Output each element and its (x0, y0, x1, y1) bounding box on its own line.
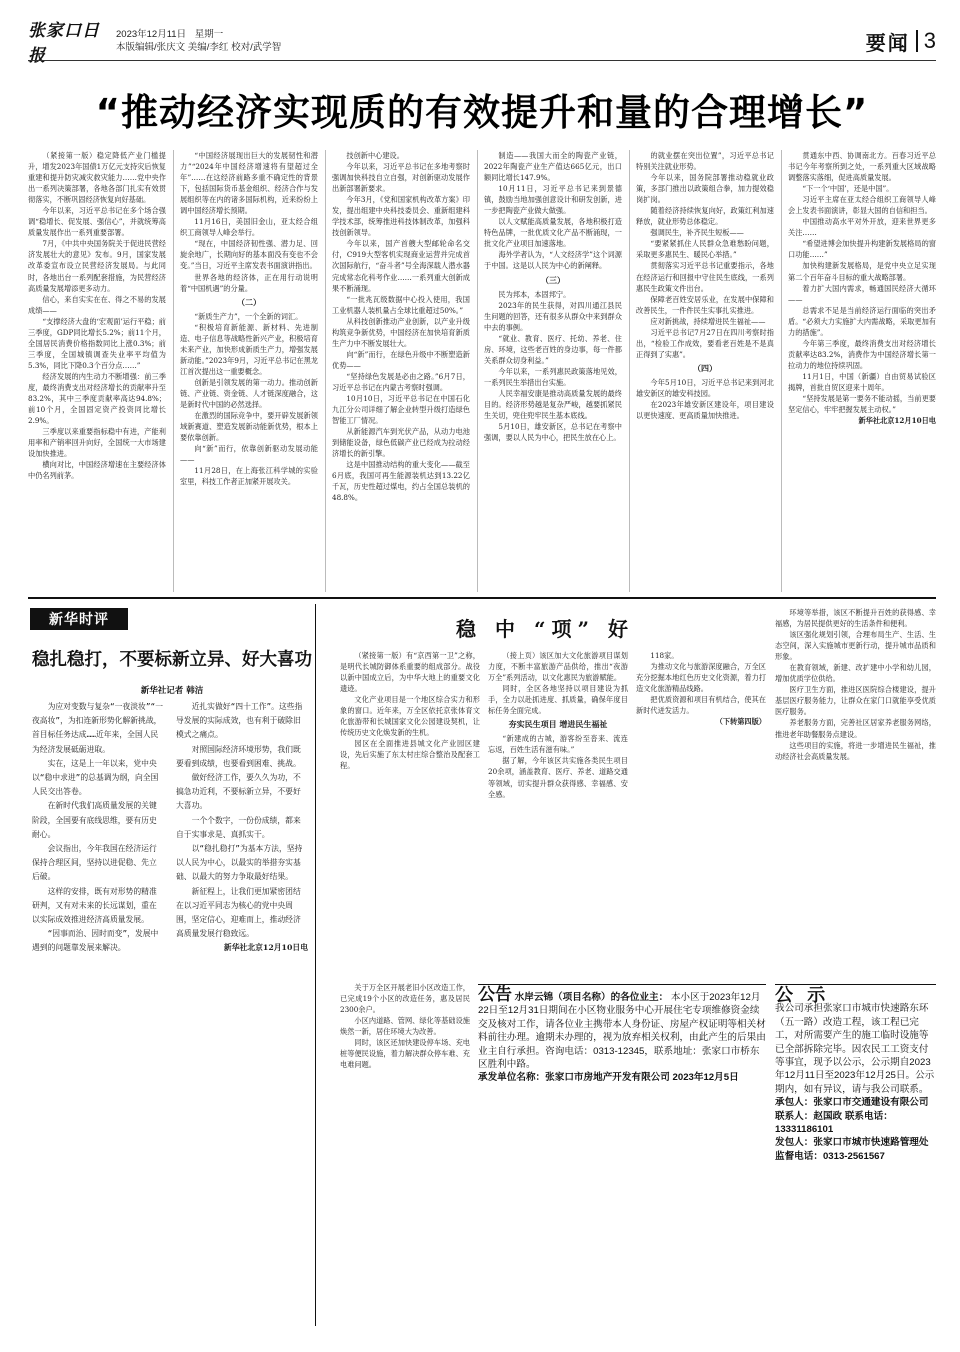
column-divider (781, 150, 782, 592)
newspaper-logo: 张家口日报 (28, 21, 100, 66)
paragraph: 做好经济工作，要久久为功，不搞急功近利，不要标新立异，不要好大喜功。 (176, 773, 301, 811)
paragraph: （接上页）该区加大文化旅游项目谋划力度，不断丰富旅游产品供给，推出“夜游万全”系列活动，以文化惠民为旅游赋能。 (488, 651, 628, 683)
section-rule (28, 597, 936, 599)
paragraph: 11月1日，中国（新疆）自由贸易试验区揭牌，首批自贸区迎来十周年。 (788, 371, 936, 392)
paragraph: 医疗卫生方面，推进区医院综合楼建设，提升基层医疗服务能力，让群众在家门口就能享受优质医疗服务。 (775, 685, 936, 717)
paragraph: 海外学者认为，“人文经济学”这个词源于中国。这是以人民为中心的新阐释。 (484, 250, 622, 271)
paragraph: 实在，这是上一年以来，党中央以“稳中求进”的总基调为纲，向全国人民交出答卷。 (32, 758, 159, 797)
issue-date: 2023年12月11日 (116, 29, 187, 40)
column-divider (325, 150, 326, 592)
article-column-2 (180, 150, 318, 592)
paragraph: 这样的安排，既有对形势的精准研判，又有对未来的长远谋划，重在以实际成效推进经济高质量发展。 (32, 886, 157, 925)
paragraph: 信心，来自实实在在、得之不易的发展成绩—— (28, 294, 166, 315)
paragraph: 同时，该区还加快建设停车场、充电桩等便民设施，着力解决群众停车难、充电难问题。 (340, 1038, 470, 1070)
subhead: （二） (237, 296, 261, 307)
dateline: 新华社北京12月10日电 (858, 416, 936, 426)
main-article (28, 150, 936, 592)
paragraph: 近扎实做好“四十工作”。这些指导发展的实际成效，也有利于破除旧模式之痛点。 (176, 702, 303, 740)
lower-left-column (340, 982, 470, 1322)
page-number: 3 (923, 28, 936, 53)
paragraph: 这是中国推动结构的重大变化——截至6月底，我国可再生能源装机达到13.22亿千瓦，历史性超过煤电，约占全国总装机的48.8%。 (332, 460, 470, 503)
paragraph: “新建成的古城，游客纷至沓来、流连忘返，百姓生活有滋有味。” (488, 734, 628, 755)
paragraph: 今年第三季度，最终消费支出对经济增长贡献率达83.2%，消费作为中国经济增长第一拉动力的地位持续巩固。 (788, 338, 936, 370)
paragraph: 据了解，今年该区共实施各类民生项目20余项，涵盖教育、医疗、养老、道路交通等领域，切实提升群众获得感、幸福感、安全感。 (488, 756, 628, 799)
paragraph: 11月16日，美国旧金山，亚太经合组织工商领导人峰会举行。 (180, 217, 318, 238)
paragraph: 从科技创新推动产业创新，以产业升级构筑竞争新优势，中国经济在加快培育新质生产力中不断发展壮大。 (332, 316, 470, 348)
publicity-body: 我公司承担张家口市城市快速路东环（五一路）改造工程，该工程已完工，对所需要产生的施工临时设施等已全部拆除完毕。因农民工工资支付等事宜，现予以公示，公示期自2023年12月11日至2023年12月25日。公示期内，如有异议，请与我公司联系。 (775, 1003, 935, 1095)
paragraph: 园区在全面推进县城文化产业园区建设，先后实施了东太村庄综合整治及配套工程。 (340, 739, 480, 771)
paragraph: 今年以来，一系列惠民政策落地见效，一系列民生举措出台实施。 (484, 366, 622, 387)
paragraph: 文化产业项目是一个地区综合实力和形象的窗口。近年来，万全区依托京张体育文化旅游带和长城国家文化公园建设契机，让传统历史文化焕发新的生机。 (340, 695, 480, 738)
paragraph: 为推动文化与旅游深度融合，万全区充分挖掘本地红色历史文化资源，着力打造文化旅游精品线路。 (636, 662, 766, 694)
paragraph: 在激烈的国际竞争中，要开辟发展新领域新赛道、塑造发展新动能新优势，根本上要依靠创新。 (180, 411, 318, 443)
commentary-author: 新华社记者 韩洁 (140, 686, 204, 696)
paragraph: 贯通东中西、协调南北方。百春习近平总书记今年考察所到之处，一系列重大区域战略调整落实落细，促进高质量发展。 (788, 151, 936, 183)
feature-column-2 (488, 650, 628, 980)
section-divider (916, 30, 918, 52)
paragraph: 人民幸福安康是推动高质量发展的最终目的。经济形势越是复杂严峻，越要抓紧民生关切，兜住兜牢民生基本底线。 (484, 388, 622, 421)
paragraph: 这些项目的实施，将进一步增进民生福祉，推动经济社会高质量发展。 (775, 740, 936, 761)
issue-meta (116, 28, 376, 54)
paragraph: 今年以来，习近平总书记在多个场合强调“稳增长、促发展、强信心”，并就统筹高质量发展作出一系列重要部署。 (28, 206, 166, 238)
paragraph: 中国推动高水平对外开放，迎来世界更多关注…… (788, 217, 936, 238)
paragraph: 一个个数字，一份份成绩，都来自于实事求是、真抓实干。 (176, 815, 301, 839)
publicity-unit: 承包人：张家口市交通建设有限公司 (775, 1097, 929, 1109)
paragraph: “坚持绿色发展是必由之路。”6月7日，习近平总书记在内蒙古考察时强调。 (332, 371, 470, 392)
commentary-tag: 新华时评 (30, 608, 128, 630)
paragraph: 保障老百姓安居乐业，在发展中保障和改善民生，一件件民生实事扎实推进。 (636, 294, 774, 315)
paragraph: 总需求不足是当前经济运行面临的突出矛盾。“必须大力实施扩大内需战略，采取更加有力的措施”。 (788, 305, 936, 337)
notice-addressee: 水岸云锦（项目名称）的各位业主： (514, 992, 669, 1003)
dateline: 新华社北京12月10日电 (223, 943, 308, 953)
paragraph: （紧接第一版）有“京西第一卫”之称，是明代长城防御体系重要的组成部分。战役以新中国成立后，为中华大地上的重要文化遗迹。 (340, 651, 480, 694)
paragraph: 技创新中心建设。 (346, 151, 404, 160)
issue-weekday: 星期一 (194, 29, 224, 40)
feature-title: 稳 中 “项” 好 (456, 617, 634, 641)
publicity-contact: 联系人：赵国政 联系电话：13331186101 (775, 1110, 893, 1136)
paragraph: 习近平主席在亚太经合组织工商领导人峰会上发表书面演讲，彰显大国的自信和担当。 (788, 195, 936, 216)
paragraph: 三季度以来重要指标稳中有进，产能利用率和产销率回升向好，全国统一大市场建设加快推进。 (28, 427, 166, 459)
paragraph: 2023年的民生获得，对四川通江县民生问题的回答，还有很多从群众中来到群众中去的事例。 (484, 300, 622, 332)
dateline: （下转第四版） (715, 717, 766, 727)
paragraph: “新质生产力”，一个全新的词汇。 (194, 311, 303, 321)
commentary-body (32, 700, 312, 1318)
commentary-box (28, 604, 316, 1326)
paragraph: 10月11日，习近平总书记来到景德镇，鼓励当地加强创意设计和研发创新，进一步把陶瓷产业做大做强。 (484, 184, 622, 216)
paragraph: 向“新”而行，依靠创新驱动发展动能—— (180, 444, 318, 465)
paragraph: 同时，全区各地坚持以项目建设为抓手，全力以赴抓进度、抓质量，确保年度目标任务全面完成。 (488, 684, 628, 716)
paragraph: 横向对比，中国经济增速在主要经济体中仍名列前茅。 (28, 460, 166, 481)
paragraph: 习近平总书记7月27日在四川考察时指出，“检验工作成效，要看老百姓是不是真正得到了实惠”。 (636, 327, 774, 359)
paragraph: 向“新”而行，在绿色升级中不断塑造新优势—— (332, 349, 470, 370)
article-column-1 (28, 150, 166, 592)
paragraph: 118家。 (650, 651, 679, 660)
article-column-3 (332, 150, 470, 592)
paragraph: “坚持发展是第一要务不能动摇，当前更要坚定信心，牢牢把握发展主动权。” (788, 394, 936, 415)
top-rule (28, 60, 936, 61)
paragraph: “要紧紧抓住人民群众急难愁盼问题，采取更多惠民生、暖民心举措。” (636, 239, 774, 260)
publicity-supervisor: 发包人：张家口市城市快速路管理处 监督电话：0313-2561567 (775, 1137, 929, 1162)
subhead: （三） (541, 274, 565, 285)
subhead: （四） (693, 362, 717, 373)
paragraph: 以人文赋能高质量发展，各地积极打造特色品牌，一批优质文化产品不断涌现，一批文化产业项目加速落地。 (484, 217, 622, 249)
paragraph: 强调民生，补齐民生短板—— (650, 228, 744, 238)
paragraph: 环境等举措，该区不断提升百姓的获得感、幸福感，为居民提供更好的生活条件和便利。 (775, 608, 936, 629)
paragraph: 今年5月10日，习近平总书记来到河北雄安新区的雄安科技园。 (636, 377, 774, 398)
feature-column-4 (775, 607, 936, 980)
paragraph: 加快构建新发展格局，是党中央立足实现第二个百年奋斗目标的重大战略部署。 (788, 261, 936, 282)
editor-credit: 本版编辑/张庆文 (116, 42, 186, 53)
paragraph: 以“稳扎稳打”为基本方法，坚持以人民为中心，以最实的举措夯实基础、以最大的努力争取最好结果。 (176, 844, 303, 882)
main-headline: “推动经济实现质的有效提升和量的合理增长” (95, 91, 869, 134)
notice-signer: 承发单位名称：张家口市房地产开发有限公司 2023年12月5日 (478, 1072, 739, 1084)
designer-credit: 美编/李红 (187, 42, 229, 53)
paragraph: 的就业摆在突出位置”，习近平总书记特别关注就业形势。 (636, 151, 774, 172)
paragraph: 在新时代我们高质量发展的关键阶段，全国要有底线思维，要有历史耐心。 (32, 801, 157, 839)
column-divider (477, 150, 478, 592)
paragraph: 为应对变数与复杂“一夜淡妆”“一夜高妆”，为扣连新形势化解新挑战，首目标任务达成……近年来，全国人民为经济发展砥砺进取。 (32, 702, 164, 754)
paragraph: 民为邦本，本固邦宁。 (498, 289, 571, 299)
paragraph: 对照国际经济环境形势，我们既要看到成绩，也要看到困难、挑战。 (176, 744, 301, 768)
article-column-6 (788, 150, 936, 592)
feature-column-3 (636, 650, 766, 980)
paragraph: 新征程上，让我们更加紧密团结在以习近平同志为核心的党中央周围，坚定信心，迎难而上，推动经济高质量发展行稳致远。 (176, 886, 301, 939)
paragraph: “就业、教育、医疗、托幼、养老、住房、环境，这些老百姓的身边事，每一件都关系群众切身利益。” (484, 333, 622, 365)
notice-body: 本小区于2023年12月22日至12月31日期间在小区物业服务中心开展住宅专项维修资金续交及核对工作，请各位业主携带本人身份证、房屋产权证明等相关材料前往办理。逾期未办理的，视为放弃相关权利，由此产生的后果由业主自行承担。咨询电话：0313-12345，联系地址：张家口市桥东区胜利中路。 (478, 992, 766, 1071)
paragraph: 今年以来，习近平总书记在多地考察时强调加快科技自立自强，对创新驱动发展作出新部署新要求。 (332, 162, 470, 194)
notice-label: 公告 (478, 985, 512, 1005)
paragraph: 今年3月，《党和国家机构改革方案》印发，提出组建中央科技委员会、重新组建科学技术部，统筹推进科技体制改革，加强科技创新领导。 (332, 195, 470, 238)
paragraph: （紧接第一版）稳定降低产业门槛提升，增发2023年国债1万亿元支持灾后恢复重建和提升防灾减灾救灾能力……党中央作出一系列决策部署，各地各部门扎实有效贯彻落实，不断巩固经济恢复向好基础。 (28, 151, 166, 205)
paragraph: 在2023年雄安新区建设年，项目建设以更快速度、更高质量加快推进。 (636, 400, 774, 421)
paragraph: 世界各地的经济体，正在用行动说明着“中国机遇”的分量。 (180, 272, 318, 293)
paragraph: 制造——我国大而全的陶瓷产业链，2022年陶瓷产业生产值达665亿元，出口额同比增长147.9%。 (484, 151, 622, 183)
paragraph: “下一个‘中国’，还是中国”。 (802, 184, 894, 194)
paragraph: 11月28日，在上海张江科学城的实验室里，科技工作者正加紧开展攻关。 (180, 466, 318, 487)
column-divider (173, 150, 174, 592)
paragraph: 着力扩大国内需求，畅通国民经济大循环—— (788, 283, 936, 304)
subhead: 夯实民生项目 增进民生福祉 (508, 719, 608, 730)
paragraph: 经济发展的内生动力不断增强：前三季度，最终消费支出对经济增长的贡献率升至83.2%，其中三季度贡献率高达94.8%；前10个月，全国固定资产投资同比增长2.9%。 (28, 371, 166, 426)
paragraph: 在教育领域，新建、改扩建中小学和幼儿园，增加优质学位供给。 (775, 663, 936, 684)
paragraph: 应对新挑战，持续增进民生福祉—— (650, 316, 766, 326)
commentary-title: 稳扎稳打，不要标新立异、好大喜功 (32, 650, 312, 670)
paragraph: 养老服务方面，完善社区居家养老服务网络，推进老年助餐服务点建设。 (775, 718, 936, 739)
paragraph: 该区强化规划引领，合理布局生产、生活、生态空间，深入实施城市更新行动，提升城市品质和形象。 (775, 630, 936, 662)
article-column-5 (636, 150, 774, 592)
paragraph: 把优质资源和项目有机结合，使其在新时代迸发活力。 (636, 695, 766, 716)
paragraph: 10月10日，习近平总书记在中国石化九江分公司详细了解企业转型升级打造绿色智能工厂情况。 (332, 394, 470, 426)
commentary-column-1 (32, 700, 164, 1318)
paragraph: 会议指出，今年我国在经济运行保持合理区间，坚持以进促稳、先立后破。 (32, 844, 157, 882)
paragraph: 随着经济持续恢复向好，政策红利加速释放，就业形势总体稳定。 (636, 206, 774, 227)
paragraph: 今年以来，国务院部署推动稳就业政策，多部门推出以政策组合拳，加力提效稳岗扩岗。 (636, 173, 774, 205)
paragraph: 贯彻落实习近平总书记重要指示，各地在经济运行和回报中守住民生底线，一系列惠民生政策文件出台。 (636, 261, 774, 293)
paragraph: 5月10日，雄安新区，总书记在考察中强调，要以人民为中心，把民生放在心上。 (484, 422, 622, 443)
feature-column-1 (340, 650, 480, 980)
section-name: 要闻 (865, 32, 910, 55)
notice-announcement (478, 984, 766, 1322)
paragraph: “因事而治、因时而变”，发展中遇到的问题靠发展来解决。 (32, 929, 159, 953)
paragraph: “现在，中国经济韧性强、潜力足、回旋余地广，长期向好的基本面没有变也不会变。”当日，习近平主席发表书面演讲指出。 (180, 239, 318, 271)
paragraph: “希望进博会加快提升构建新发展格局的窗口功能……” (788, 239, 936, 260)
paragraph: 7月，《中共中央国务院关于促进民营经济发展壮大的意见》发布。9月，国家发展改革委宣布设立民营经济发展局。与此同时，各地出台一系列配套措施，为民营经济高质量发展增添更多动力。 (28, 239, 166, 293)
commentary-column-2 (176, 700, 308, 1318)
section-label (866, 27, 936, 56)
publicity-label: 公 示 (775, 985, 830, 1006)
paragraph: 今年以来，国产首艘大型邮轮命名交付，C919大型客机实现商业运营并完成首次国际航行，“奋斗者”号全海深载人潜水器完成常态化科考作业……一系列重大创新成果不断涌现。 (332, 239, 470, 293)
paragraph: 关于万全区开展老旧小区改造工作，已完成19个小区的改造任务，惠及居民2300余户。 (340, 983, 470, 1015)
paragraph: “支撑经济大盘的‘宏观面’运行平稳；前三季度，GDP同比增长5.2%；前11个月，全国居民消费价格指数同比上涨0.3%；前三季度，全国城镇调查失业率平均值为5.3%，同比下降0.3个百分点……” (28, 316, 166, 370)
paragraph: “中国经济展现出巨大的发展韧性和潜力”“2024年中国经济增速将有望超过全年”……在这经济前路多重不确定性的背景下，包括国际货币基金组织、经济合作与发展组织等在内的诸多国际机构，近来纷纷上调中国经济增长预期。 (180, 151, 318, 216)
paragraph: “一批兆瓦级数据中心投入使用，我国工业机器人装机量占全球比重超过50%。” (332, 294, 470, 315)
notice-publicity (775, 984, 936, 1322)
paragraph: 小区内道路、管网、绿化等基础设施焕然一新，居住环境大为改善。 (340, 1016, 470, 1037)
paragraph: “积极培育新能源、新材料、先进制造、电子信息等战略性新兴产业，积极培育未来产业，加快形成新质生产力，增强发展新动能。”2023年9月，习近平总书记在黑龙江首次提出这一重要概念。 (180, 322, 318, 376)
proof-credit: 校对/武学智 (231, 42, 282, 53)
masthead (28, 21, 936, 66)
paragraph: 从新能源汽车到光伏产品，从动力电池到储能设备，绿色低碳产业已经成为拉动经济增长的新引擎。 (332, 427, 470, 459)
column-divider (629, 150, 630, 592)
article-column-4 (484, 150, 622, 592)
paragraph: 创新是引领发展的第一动力。推动创新链、产业链、资金链、人才链深度融合，这是新时代中国的必然选择。 (180, 377, 318, 410)
